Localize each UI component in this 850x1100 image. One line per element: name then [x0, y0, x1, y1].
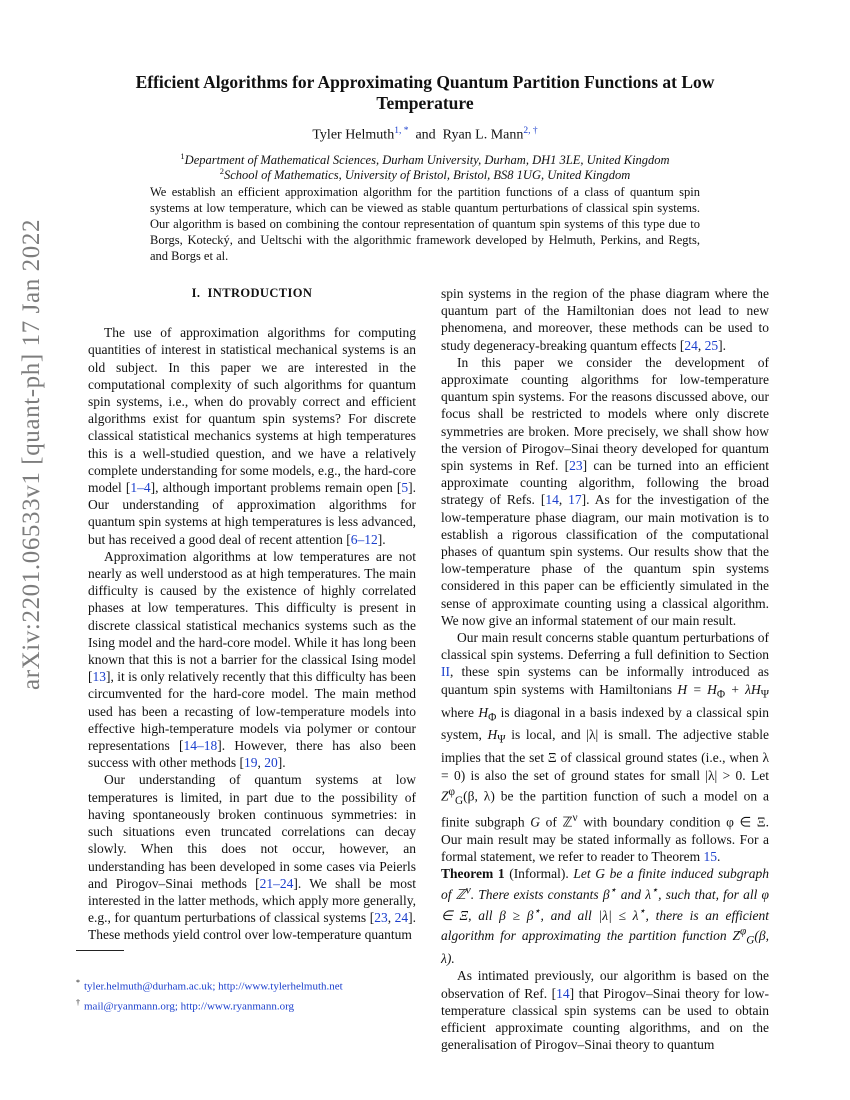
paragraph-intro-4 — [441, 354, 769, 629]
citation-link[interactable]: 19 — [243, 755, 258, 771]
theorem-link[interactable]: 15 — [703, 849, 718, 865]
text-run: ]. Our understanding of approximation algorithms for quantum spin systems at high temperatures is less advanced, but has received a good deal of recent attention [ — [88, 480, 416, 547]
text-run: be the partition function of such a model on a finite subgraph — [441, 788, 770, 830]
text-run: ]. — [277, 755, 286, 771]
affiliation-2-mark: 2 — [219, 166, 224, 176]
theorem-paren: (Informal). — [504, 866, 569, 882]
math-superscript: φ — [448, 785, 456, 798]
text-run: Our main result concerns stable quantum perturbations of classical spin systems. Deferring a full definition to Section — [441, 630, 769, 663]
section-title: INTRODUCTION — [207, 286, 313, 300]
affiliation-1-mark: 1 — [180, 151, 185, 161]
text-run: The use of approximation algorithms for computing quantities of interest in statistical mechanical systems is an old subject. In this paper we are interested in the computational complexity of such algorithms for quantum spin systems, i.e., when do provably correct and efficient algorithms exist for quantum spin systems? For discrete classical statistical mechanics systems at high temperatures this is a well-studied question, and we have a relatively complete understanding for some models, e.g., the hard-core model [ — [88, 325, 416, 496]
math-superscript: ⋆ — [609, 884, 617, 897]
author-conjunction: and — [415, 127, 436, 143]
math-subscript: Φ — [716, 688, 726, 701]
footnote-mark: * — [76, 978, 80, 987]
footnotes — [76, 975, 436, 1014]
paper-title — [95, 72, 755, 114]
text-run: , — [257, 755, 265, 771]
text-run: spin systems in the region of the phase diagram where the quantum part of the Hamiltonian does not lead to new phenomena, and moreover, these methods can be used to study degeneracy-breaking quantum effects [ — [441, 286, 769, 353]
citation-link[interactable]: 14 — [545, 492, 559, 508]
theorem-1 — [441, 865, 769, 967]
footnote-2 — [76, 995, 436, 1015]
affiliation-2 — [95, 163, 755, 183]
text-run: ], it is only relatively recently that this difficulty has been circumvented for the hard-core model. The main method used has been a recasting of low-temperature models into effective high-temperature models via polymer or contour representations [ — [88, 669, 416, 754]
text-run: , — [387, 910, 395, 926]
text-run: (β, λ). — [441, 928, 769, 967]
math-superscript: ν — [465, 884, 471, 897]
arxiv-identifier: arXiv:2201.06533v1 [quant-ph] 17 Jan 2022 — [18, 218, 45, 690]
citation-link[interactable]: 13 — [92, 669, 106, 685]
paragraph-intro-3 — [88, 771, 416, 943]
text-run: with boundary condition φ ∈ Ξ. Our main result may be stated informally as follows. For a formal statement, we refer to reader to Theorem — [441, 814, 769, 865]
left-column — [88, 285, 416, 944]
text-run: Our understanding of quantum systems at low temperatures is limited, in part due to the possibility of having spontaneously broken continuous symmetries: in such situations even truncated correlations can decay slowly. When this does not occur, however, an understanding has been developed in some cases via Peierls and Pirogov–Sinai methods [ — [88, 772, 416, 891]
text-run: , such that, for all φ ∈ Ξ, all β ≥ β — [441, 886, 769, 923]
text-run: ]. These methods yield control over low-temperature quantum — [88, 910, 417, 943]
title-line-2: Temperature — [376, 93, 474, 113]
theorem-name: Theorem 1 — [441, 866, 505, 882]
text-run: ]. — [377, 531, 386, 547]
footnote-rule — [76, 950, 124, 951]
text-run: ]. However, there has also been success with other methods [ — [88, 738, 417, 771]
footnote-mark: † — [76, 997, 80, 1007]
math-subscript: Ψ — [760, 688, 770, 701]
math-run: Z — [441, 788, 449, 804]
citation-link[interactable]: 25 — [704, 337, 719, 353]
author-2: Ryan L. Mann — [442, 127, 524, 143]
citation-link[interactable]: 1–4 — [130, 480, 151, 496]
text-run: is local, and |λ| is small. The adjective stable implies that the set Ξ of classical ground states (i.e., when λ = 0) is also the set of ground states for small |λ| > 0. Let — [441, 727, 769, 783]
math-superscript: ⋆ — [651, 884, 659, 897]
citation-link[interactable]: 14 — [556, 985, 570, 1001]
citation-link[interactable]: 6–12 — [350, 531, 378, 547]
math-run: (β, λ) — [463, 788, 495, 804]
section-number: I. — [191, 286, 201, 300]
citation-link[interactable]: 14–18 — [183, 738, 218, 754]
citation-link[interactable]: 5 — [401, 480, 409, 496]
text-run: , these spin systems can be informally introduced as quantum spin systems with Hamiltonians — [441, 664, 769, 697]
text-run: and λ — [616, 886, 652, 902]
text-run: As intimated previously, our algorithm is based on the observation of Ref. [ — [441, 968, 769, 1001]
citation-link[interactable]: 20 — [264, 755, 278, 771]
section-heading — [88, 285, 416, 302]
footnote-contact-link[interactable]: tyler.helmuth@durham.ac.uk; http://www.tylerhelmuth.net — [84, 980, 343, 993]
text-run: Approximation algorithms at low temperatures are not nearly as well understood as at high temperatures. The main difficulty is caused by the existence of highly correlated phases at low temperatures. This difficulty is present in discrete classical statistical mechanics systems such as the Ising model and the hard-core model. While it has long been known that this is not a barrier for the classical Ising model [ — [88, 548, 416, 685]
right-column — [441, 285, 769, 1053]
citation-link[interactable]: 23 — [374, 910, 388, 926]
math-run: H = H — [677, 681, 717, 697]
citation-link[interactable]: 24 — [394, 910, 409, 926]
math-run: G — [530, 814, 540, 830]
paragraph-intro-2 — [88, 548, 416, 772]
math-subscript: Φ — [488, 711, 497, 724]
text-run: is diagonal in a basis indexed by a classical spin system, — [441, 704, 769, 743]
math-subscript: G — [746, 935, 755, 948]
citation-link[interactable]: 23 — [569, 458, 583, 474]
paragraph-intro-1 — [88, 324, 416, 548]
abstract: We establish an efficient approximation algorithm for the partition functions of a class of quantum spin systems at low temperature, which can be viewed as stable quantum perturbations of classical spin systems. Our algorithm is based on combining the contour representation of quantum spin systems of this type due to Borgs, Kotecký, and Ueltschi with the algorithmic framework developed by Helmuth, Perkins, and Regts, and Borgs et al. — [150, 185, 700, 263]
paragraph-continued — [441, 285, 769, 354]
text-run: ], although important problems remain open [ — [150, 480, 402, 496]
text-run: where — [441, 704, 479, 720]
author-1-mark[interactable]: 1, * — [394, 126, 409, 136]
math-subscript: Ψ — [497, 734, 506, 747]
text-run: , and all |λ| ≤ λ — [540, 907, 639, 923]
math-run: H — [478, 704, 489, 720]
footnote-contact-link[interactable]: mail@ryanmann.org; http://www.ryanmann.org — [84, 1000, 295, 1013]
author-1: Tyler Helmuth — [312, 127, 395, 143]
text-run: ]. We shall be most interested in the latter methods, which apply more generally, e.g., for quantum perturbations of classical systems [ — [88, 875, 416, 926]
author-list — [95, 126, 755, 144]
citation-link[interactable]: 17 — [568, 492, 582, 508]
text-run: . — [717, 849, 721, 865]
text-run: . There exists constants β — [470, 886, 610, 902]
title-line-1: Efficient Algorithms for Approximating Quantum Partition Functions at Low — [135, 72, 715, 92]
text-run: , there is an efficient algorithm for approximating the partition function Z — [441, 907, 769, 944]
text-run: Let G be a finite induced subgraph of ℤ — [441, 866, 769, 902]
citation-link[interactable]: 21–24 — [259, 875, 294, 891]
math-run: + λH — [725, 681, 761, 697]
text-run: In this paper we consider the development of approximate counting algorithms for low-temperature quantum spin systems. For the reasons discussed above, our focus shall be restricted to models where only discrete symmetries are broken. More precisely, we shall show how the version of Pirogov–Sinai theory developed for quantum spin systems in Ref. [ — [441, 354, 769, 474]
text-run: , — [697, 337, 705, 353]
affiliation-2-text: School of Mathematics, University of Bristol, Bristol, BS8 1UG, United Kingdom — [224, 168, 631, 183]
author-2-mark[interactable]: 2, † — [523, 126, 538, 136]
math-superscript: φ — [740, 925, 747, 938]
math-superscript: ν — [572, 812, 578, 825]
affiliation-1-text: Department of Mathematical Sciences, Durham University, Durham, DH1 3LE, United Kingdom — [184, 153, 670, 168]
text-run: ] that Pirogov–Sinai theory for low-temperature classical spin systems can be used to obtain efficient approximate counting algorithms, and on the generalisation of Pirogov–Sinai theory to quantum — [441, 985, 769, 1053]
section-link[interactable]: II — [441, 664, 450, 680]
text-run: ]. As for the investigation of the low-temperature phase diagram, our main motivation is to establish a rigorous classification of the computational phases of quantum spin systems. Our results show that the low-temperature phase of the quantum spin systems considered in this paper can be efficiently simulated in the sense of approximate counting using a classical algorithm. We now give an informal statement of our main result. — [441, 492, 770, 628]
footnote-1 — [76, 975, 436, 995]
math-superscript: ⋆ — [533, 905, 541, 918]
text-run: of ℤ — [539, 814, 573, 830]
text-run: , — [558, 492, 569, 508]
text-run: ]. — [718, 337, 727, 353]
citation-link[interactable]: 24 — [684, 337, 698, 353]
math-superscript: ⋆ — [638, 905, 646, 918]
text-run: ] can be turned into an efficient approximate counting algorithm, following the broad strategy of Refs. [ — [441, 458, 770, 508]
paragraph-intro-6 — [441, 967, 769, 1053]
paragraph-intro-5 — [441, 629, 769, 865]
math-subscript: G — [455, 794, 464, 807]
math-run: H — [487, 727, 498, 743]
